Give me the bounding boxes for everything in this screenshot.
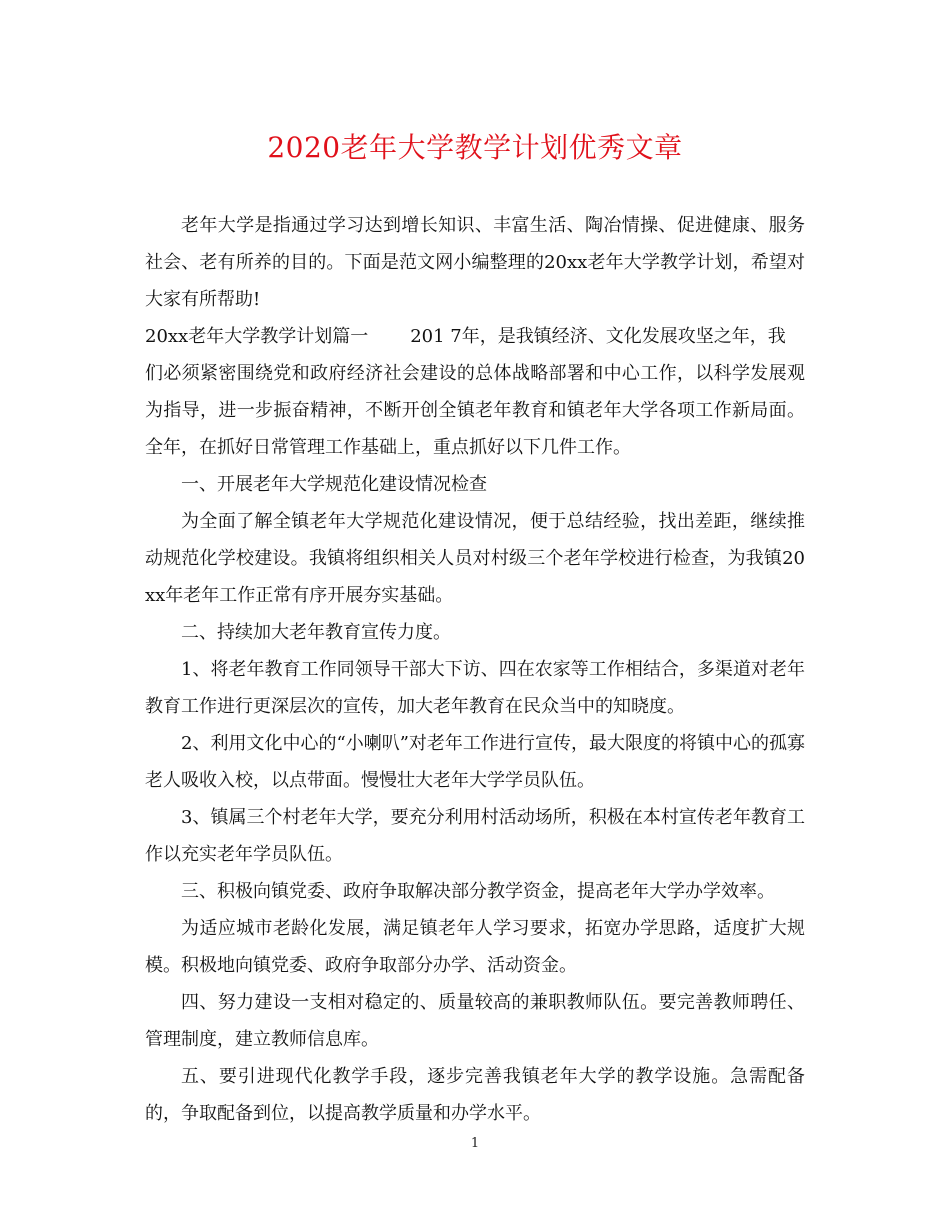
heading-2: 二、持续加大老年教育宣传力度。 [181, 622, 451, 643]
paragraph-1: 为全面了解全镇老年大学规范化建设情况，便于总结经验，找出差距，继续推动规范化学校建设。我镇将组织相关人员对村级三个老年学校进行检查，为我镇20xx年老年工作正常有序开展夯实基础。 [145, 511, 805, 606]
heading-4: 四、努力建设一支相对稳定的、质量较高的兼职教师队伍。要完善教师聘任、管理制度，建立教师信息库。 [145, 992, 805, 1050]
item-2: 2、利用文化中心的“小喇叭”对老年工作进行宣传，最大限度的将镇中心的孤寡老人吸收入校，以点带面。慢慢壮大老年大学学员队伍。 [145, 733, 805, 791]
section-first-line [145, 318, 805, 355]
paragraph-3: 为适应城市老龄化发展，满足镇老年人学习要求，拓宽办学思路，适度扩大规模。积极地向镇党委、政府争取部分办学、活动资金。 [145, 918, 805, 976]
item-3: 3、镇属三个村老年大学，要充分利用村活动场所，积极在本村宣传老年教育工作以充实老年学员队伍。 [145, 807, 805, 865]
document-title: 2020老年大学教学计划优秀文章 [267, 131, 683, 164]
heading-1: 一、开展老年大学规范化建设情况检查 [181, 474, 487, 495]
section-label: 20xx老年大学教学计划篇一 [145, 326, 369, 347]
section-continuation: 们必须紧密围绕党和政府经济社会建设的总体战略部署和中心工作，以科学发展观为指导，进一步振奋精神，不断开创全镇老年教育和镇老年大学各项工作新局面。全年，在抓好日常管理工作基础上，重点抓好以下几件工作。 [145, 363, 805, 458]
item-1: 1、将老年教育工作同领导干部大下访、四在农家等工作相结合，多渠道对老年教育工作进行更深层次的宣传，加大老年教育在民众当中的知晓度。 [145, 659, 805, 717]
heading-5: 五、要引进现代化教学手段，逐步完善我镇老年大学的教学设施。急需配备的，争取配备到位，以提高教学质量和办学水平。 [145, 1066, 805, 1124]
section-gap [368, 318, 410, 355]
section-first-line-rest: 201 7年，是我镇经济、文化发展攻坚之年，我 [410, 326, 786, 347]
intro-paragraph: 老年大学是指通过学习达到增长知识、丰富生活、陶冶情操、促进健康、服务社会、老有所养的目的。下面是范文网小编整理的20xx老年大学教学计划，希望对大家有所帮助! [145, 215, 805, 310]
page-number: 1 [470, 1136, 480, 1151]
document-body [145, 207, 805, 1132]
heading-3: 三、积极向镇党委、政府争取解决部分教学资金，提高老年大学办学效率。 [181, 881, 775, 902]
